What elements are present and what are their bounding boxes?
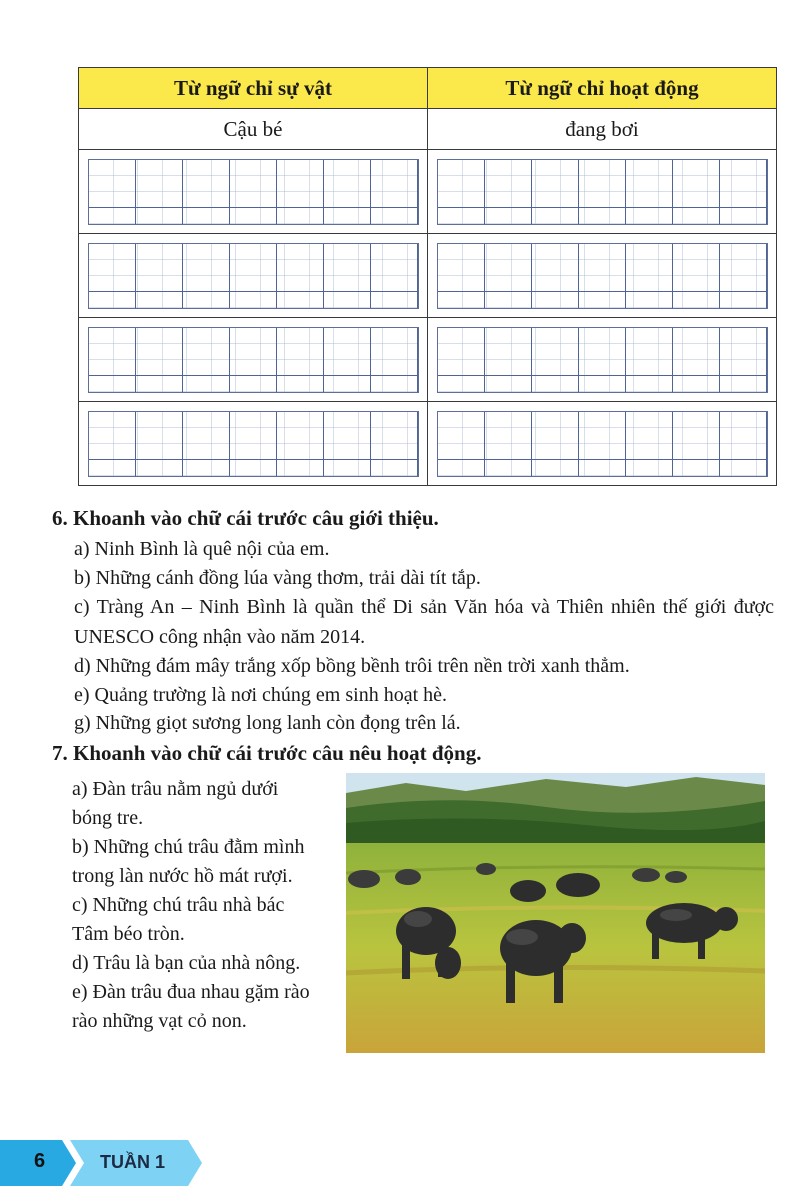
exercise-7-option-a-line1[interactable]: a) Đàn trâu nằm ngủ dưới xyxy=(72,778,279,800)
writing-cell-activity[interactable] xyxy=(428,150,777,234)
exercise-7-option-d[interactable]: d) Trâu là bạn của nhà nông. xyxy=(72,952,301,974)
header-activities: Từ ngữ chỉ hoạt động xyxy=(428,68,777,109)
example-row xyxy=(79,109,777,150)
table-row xyxy=(79,402,777,486)
handwriting-grid xyxy=(88,243,419,309)
handwriting-grid xyxy=(88,327,419,393)
page-footer xyxy=(0,1140,260,1186)
week-label: TUẦN 1 xyxy=(100,1152,166,1172)
handwriting-grid xyxy=(437,327,768,393)
exercise-6-option-c[interactable]: c) Tràng An – Ninh Bình là quần thể Di sản Văn hóa và Thiên nhiên thế giới được UNESCO công nhận vào năm 2014. xyxy=(74,596,774,648)
table-row xyxy=(79,150,777,234)
word-classification-table xyxy=(78,67,777,486)
buffalo-field-photo xyxy=(346,773,765,1053)
exercise-7-option-c-line1[interactable]: c) Những chú trâu nhà bác xyxy=(72,894,285,916)
writing-cell-thing[interactable] xyxy=(79,318,428,402)
exercise-6-option-d[interactable]: d) Những đám mây trắng xốp bồng bềnh trôi trên nền trời xanh thẳm. xyxy=(74,655,630,677)
writing-cell-thing[interactable] xyxy=(79,402,428,486)
example-thing: Cậu bé xyxy=(79,109,428,150)
writing-cell-activity[interactable] xyxy=(428,234,777,318)
writing-cell-activity[interactable] xyxy=(428,318,777,402)
exercise-7-option-c-line2[interactable]: Tâm béo tròn. xyxy=(72,923,185,945)
page-number: 6 xyxy=(34,1150,46,1172)
exercise-6-option-a[interactable]: a) Ninh Bình là quê nội của em. xyxy=(74,538,330,560)
exercise-7-options xyxy=(72,775,338,1036)
header-things: Từ ngữ chỉ sự vật xyxy=(79,68,428,109)
handwriting-grid xyxy=(437,411,768,477)
example-activity: đang bơi xyxy=(428,109,777,150)
table-header-row xyxy=(79,68,777,109)
exercise-7-option-a-line2[interactable]: bóng tre. xyxy=(72,807,144,829)
writing-cell-thing[interactable] xyxy=(79,234,428,318)
exercise-7-option-e-line2[interactable]: rào những vạt cỏ non. xyxy=(72,1010,247,1032)
exercise-6-option-g[interactable]: g) Những giọt sương long lanh còn đọng trên lá. xyxy=(74,712,461,734)
exercise-6-option-b[interactable]: b) Những cánh đồng lúa vàng thơm, trải dài tít tắp. xyxy=(74,567,481,589)
handwriting-grid xyxy=(88,159,419,225)
exercise-7-title: 7. Khoanh vào chữ cái trước câu nêu hoạt động. xyxy=(52,741,482,765)
exercise-6-option-e[interactable]: e) Quảng trường là nơi chúng em sinh hoạt hè. xyxy=(74,684,448,706)
table-row xyxy=(79,318,777,402)
writing-cell-activity[interactable] xyxy=(428,402,777,486)
handwriting-grid xyxy=(437,159,768,225)
exercise-7-option-b-line1[interactable]: b) Những chú trâu đằm mình xyxy=(72,836,305,858)
exercise-7-option-b-line2[interactable]: trong làn nước hồ mát rượi. xyxy=(72,865,293,887)
handwriting-grid xyxy=(88,411,419,477)
handwriting-grid xyxy=(437,243,768,309)
exercise-6-title: 6. Khoanh vào chữ cái trước câu giới thiệu. xyxy=(52,506,439,530)
table-row xyxy=(79,234,777,318)
exercise-7-option-e-line1[interactable]: e) Đàn trâu đua nhau gặm rào xyxy=(72,981,310,1003)
writing-cell-thing[interactable] xyxy=(79,150,428,234)
